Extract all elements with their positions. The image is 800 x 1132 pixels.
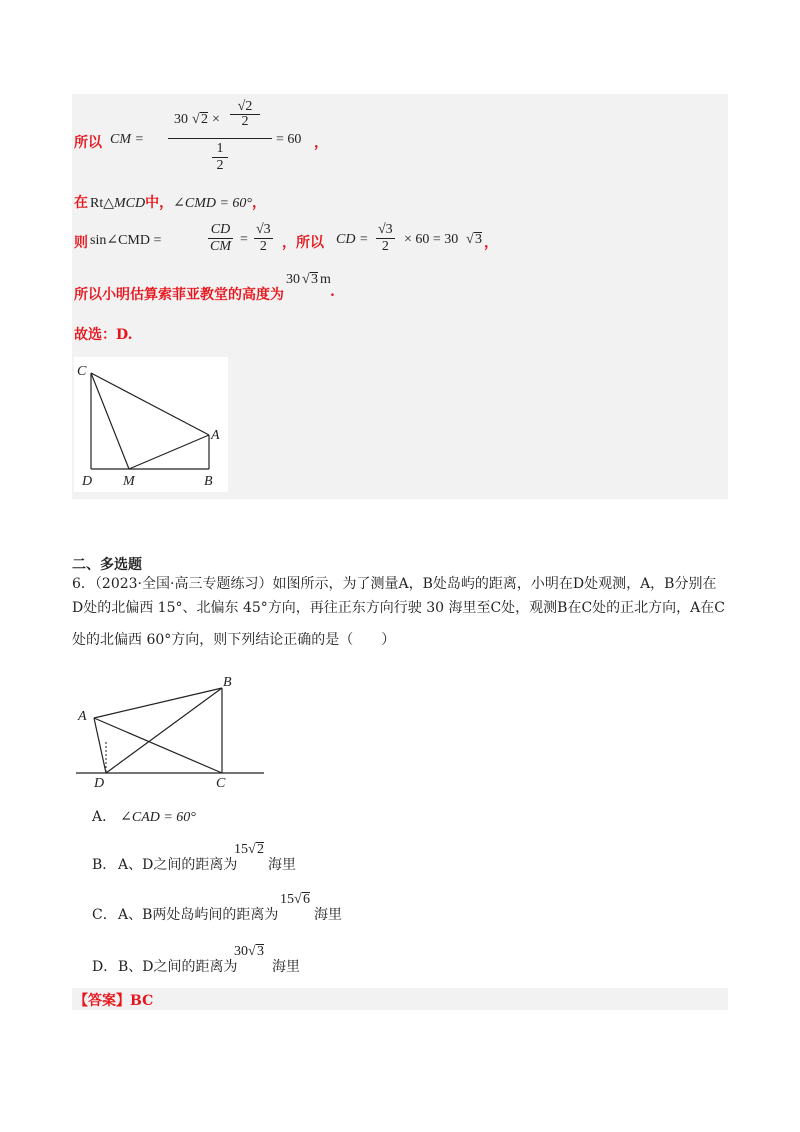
fig1-label-a: A [211, 428, 220, 443]
solution-line-triangle: 在 Rt△MCD中，∠CMD = 60°， [74, 195, 267, 211]
cm-fraction: 30 √ 2 × √2 2 1 2 [168, 102, 272, 179]
fig1-label-c: C [77, 364, 87, 379]
section-title: 二、多选题 [72, 557, 142, 573]
fig2-label-b: B [223, 675, 232, 690]
solution-choice: 故选：D. [74, 327, 133, 343]
fig1-label-m: M [123, 474, 135, 489]
question-line-3: 处的北偏西 60°方向，则下列结论正确的是（ ） [72, 632, 396, 648]
question-line-1: 6．（2023·全国·高三专题练习）如图所示，为了测量A，B处岛屿的距离，小明在D处观测，A，B分别在 [72, 576, 717, 592]
fig1-label-b: B [204, 474, 213, 489]
fig2-label-d: D [94, 776, 105, 788]
fig1-label-d: D [82, 474, 93, 489]
question-line-2: D处的北偏西 15°、北偏东 45°方向，再往正东方向行驶 30 海里至C处，观测B在C处的正北方向，A在C [72, 600, 726, 616]
answer-panel [72, 988, 728, 1010]
fig2-label-c: C [216, 776, 226, 788]
solution-figure [74, 357, 228, 492]
answer-text: 【答案】BC [74, 993, 154, 1009]
fig2-label-a: A [78, 709, 87, 724]
question-figure [72, 670, 272, 788]
option-a[interactable]: A． ∠CAD = 60° [92, 809, 196, 825]
